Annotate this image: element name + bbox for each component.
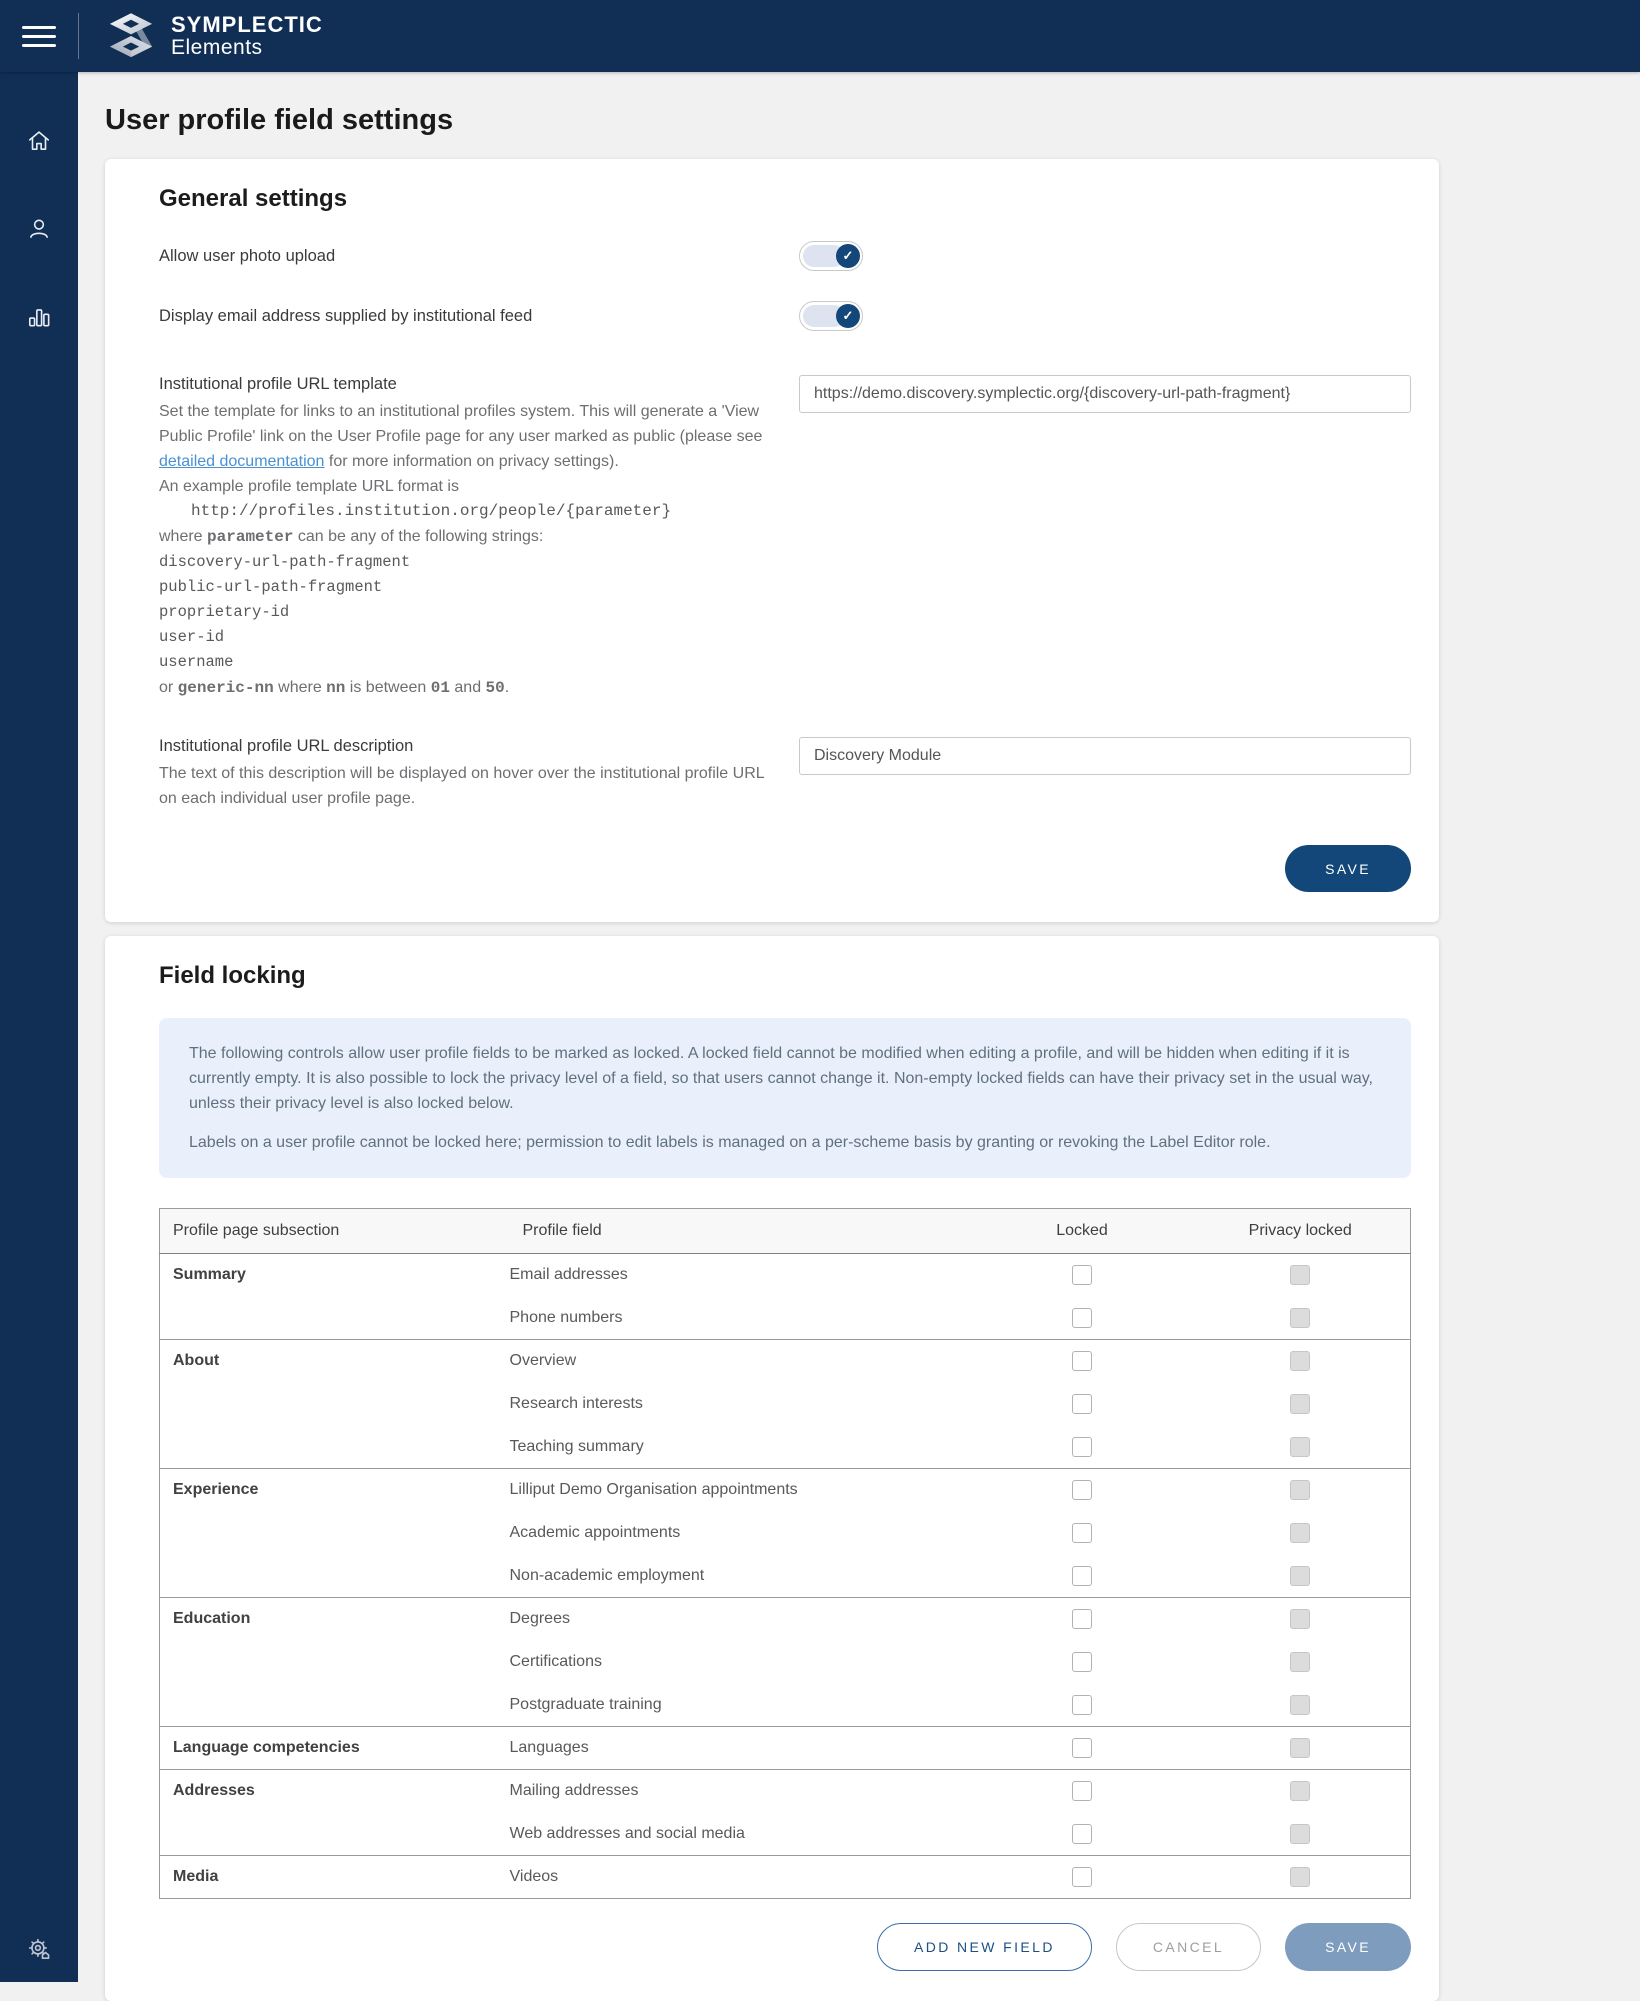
subsection-cell: Education	[160, 1598, 510, 1641]
display-email-row	[159, 301, 1411, 331]
locked-checkbox[interactable]	[1072, 1824, 1092, 1844]
header-locked: Locked	[974, 1209, 1191, 1254]
toggle-check-icon: ✓	[836, 244, 860, 268]
locked-checkbox[interactable]	[1072, 1609, 1092, 1629]
locked-cell	[974, 1770, 1191, 1813]
profile-field-cell: Web addresses and social media	[509, 1824, 745, 1842]
privacy-locked-cell	[1191, 1727, 1411, 1770]
privacy-locked-cell	[1191, 1856, 1411, 1899]
subsection-cell	[160, 1383, 510, 1426]
locked-checkbox[interactable]	[1072, 1437, 1092, 1457]
profile-field-cell: Postgraduate training	[509, 1695, 662, 1713]
locked-cell	[974, 1297, 1191, 1340]
privacy-locked-cell	[1191, 1598, 1411, 1641]
locked-checkbox[interactable]	[1072, 1523, 1092, 1543]
param-option: discovery-url-path-fragment	[159, 553, 411, 571]
locked-cell	[974, 1426, 1191, 1469]
privacy-locked-checkbox	[1290, 1609, 1310, 1629]
table-row	[160, 1469, 1411, 1512]
profile-field-cell: Teaching summary	[509, 1437, 644, 1455]
privacy-locked-checkbox	[1290, 1738, 1310, 1758]
profile-field-cell: Languages	[510, 1727, 974, 1770]
main-content	[78, 72, 1640, 1982]
cancel-button[interactable]: CANCEL	[1116, 1923, 1261, 1971]
header-privacy-locked: Privacy locked	[1191, 1209, 1411, 1254]
display-email-toggle[interactable]	[799, 301, 863, 331]
table-row	[160, 1598, 1411, 1641]
url-template-label: Institutional profile URL template	[159, 375, 397, 393]
url-description-help: The text of this description will be displayed on hover over the institutional profile URL on each individual user profile page.	[159, 765, 765, 807]
url-template-row	[159, 375, 1411, 701]
locked-cell	[974, 1684, 1191, 1727]
field-locking-table	[159, 1208, 1411, 1899]
generic-prefix: or	[159, 679, 178, 696]
locked-checkbox[interactable]	[1072, 1308, 1092, 1328]
privacy-locked-checkbox	[1290, 1523, 1310, 1543]
table-row	[160, 1297, 1411, 1340]
settings-icon[interactable]	[26, 1936, 52, 1962]
privacy-locked-cell	[1191, 1813, 1411, 1856]
example-intro: An example profile template URL format is	[159, 478, 459, 495]
toggle-check-icon: ✓	[836, 304, 860, 328]
subsection-cell: Language competencies	[160, 1727, 510, 1770]
profile-field-cell: Academic appointments	[509, 1524, 681, 1541]
brand-product: Elements	[171, 35, 263, 59]
table-row	[160, 1512, 1411, 1555]
subsection-cell	[160, 1426, 510, 1469]
privacy-locked-checkbox	[1290, 1394, 1310, 1414]
photo-upload-label: Allow user photo upload	[159, 246, 336, 265]
general-save-button[interactable]: SAVE	[1285, 845, 1411, 892]
url-template-input[interactable]	[799, 375, 1411, 413]
privacy-locked-checkbox	[1290, 1781, 1310, 1801]
privacy-locked-checkbox	[1290, 1351, 1310, 1371]
profile-field-cell: Overview	[510, 1340, 974, 1383]
locked-cell	[974, 1813, 1191, 1856]
param-option: proprietary-id	[159, 603, 290, 621]
generic-mid: where	[273, 679, 327, 696]
privacy-locked-cell	[1191, 1426, 1411, 1469]
example-url: http://profiles.institution.org/people/{parameter}	[191, 502, 672, 520]
profile-field-cell: Videos	[510, 1856, 974, 1899]
field-locking-save-button[interactable]: SAVE	[1285, 1923, 1411, 1971]
privacy-locked-checkbox	[1290, 1824, 1310, 1844]
detailed-documentation-link[interactable]: detailed documentation	[159, 453, 325, 470]
num-code: 01	[430, 679, 450, 697]
locked-checkbox[interactable]	[1072, 1652, 1092, 1672]
privacy-locked-checkbox	[1290, 1695, 1310, 1715]
locked-checkbox[interactable]	[1072, 1394, 1092, 1414]
table-row	[160, 1813, 1411, 1856]
privacy-locked-checkbox	[1290, 1867, 1310, 1887]
desc-text: Set the template for links to an institutional profiles system. This will generate a 'View Public Profile' link on the User Profile page for any user marked as public (please see	[159, 403, 763, 445]
subsection-cell: Summary	[173, 1266, 246, 1284]
locked-cell	[974, 1598, 1191, 1641]
profile-field-cell: Email addresses	[509, 1266, 628, 1284]
sidebar	[0, 72, 78, 1982]
privacy-locked-cell	[1191, 1297, 1411, 1340]
profile-field-cell: Degrees	[510, 1598, 974, 1641]
locked-checkbox[interactable]	[1072, 1738, 1092, 1758]
privacy-locked-checkbox	[1290, 1265, 1310, 1285]
brand-text	[171, 13, 323, 59]
locked-cell	[974, 1856, 1191, 1899]
locked-cell	[974, 1254, 1191, 1297]
add-new-field-button[interactable]: ADD NEW FIELD	[877, 1923, 1092, 1971]
field-locking-info-box	[159, 1018, 1411, 1178]
field-locking-card	[105, 936, 1439, 2001]
general-settings-card	[105, 159, 1439, 922]
privacy-locked-cell	[1191, 1555, 1411, 1598]
url-template-description	[159, 399, 799, 701]
subsection-cell	[160, 1555, 510, 1598]
nn-code: nn	[326, 679, 346, 697]
privacy-locked-cell	[1191, 1340, 1411, 1383]
param-option: public-url-path-fragment	[159, 578, 383, 596]
symplectic-logo-icon	[105, 11, 157, 61]
subsection-cell: Addresses	[160, 1770, 510, 1813]
where-prefix: where	[159, 528, 208, 545]
locked-checkbox[interactable]	[1072, 1867, 1092, 1887]
display-email-label: Display email address supplied by institutional feed	[159, 306, 533, 325]
header-subsection: Profile page subsection	[160, 1209, 510, 1254]
subsection-cell: Experience	[160, 1469, 510, 1512]
privacy-locked-cell	[1191, 1684, 1411, 1727]
table-row	[160, 1254, 1411, 1297]
locked-checkbox[interactable]	[1072, 1480, 1092, 1500]
where-suffix: can be any of the following strings:	[293, 528, 544, 545]
brand-name: SYMPLECTIC	[171, 11, 323, 37]
table-row	[160, 1856, 1411, 1899]
where-line	[159, 524, 769, 550]
privacy-locked-checkbox	[1290, 1480, 1310, 1500]
locked-cell	[974, 1512, 1191, 1555]
privacy-locked-cell	[1191, 1383, 1411, 1426]
table-header-row	[160, 1209, 1411, 1254]
url-description-input[interactable]	[799, 737, 1411, 775]
privacy-locked-cell	[1191, 1770, 1411, 1813]
profile-field-cell: Lilliput Demo Organisation appointments	[510, 1469, 974, 1512]
locked-checkbox[interactable]	[1072, 1781, 1092, 1801]
header-divider	[78, 13, 79, 59]
locked-checkbox[interactable]	[1072, 1566, 1092, 1586]
subsection-cell	[160, 1684, 510, 1727]
param-option: user-id	[159, 628, 225, 646]
table-row	[160, 1555, 1411, 1598]
profile-field-cell: Certifications	[509, 1653, 602, 1670]
url-description-row	[159, 737, 1411, 811]
locked-cell	[974, 1469, 1191, 1512]
info-paragraph: The following controls allow user profile fields to be marked as locked. A locked field cannot be modified when editing a profile, and will be hidden when editing if it is currently empty. It is also possible to lock the privacy level of a field, so that users cannot change it. Non-empty locked fields can have their privacy set in the usual way, unless their privacy level is also locked below.	[189, 1045, 1373, 1112]
subsection-cell: Media	[160, 1856, 510, 1899]
symplectic-logo[interactable]	[105, 11, 323, 61]
user-icon[interactable]	[26, 216, 52, 242]
subsection-cell	[160, 1512, 510, 1555]
generic-mid: is between	[345, 679, 431, 696]
privacy-locked-cell	[1191, 1641, 1411, 1684]
photo-upload-row	[159, 241, 1411, 271]
profile-field-cell: Research interests	[509, 1395, 643, 1412]
home-icon[interactable]	[26, 128, 52, 154]
profile-field-cell: Phone numbers	[509, 1308, 623, 1326]
locked-checkbox[interactable]	[1072, 1265, 1092, 1285]
parameter-code: parameter	[207, 528, 294, 546]
table-actions	[159, 1923, 1411, 1971]
locked-checkbox[interactable]	[1072, 1695, 1092, 1715]
field-locking-heading: Field locking	[159, 962, 306, 989]
reports-icon[interactable]	[26, 304, 52, 330]
general-settings-heading: General settings	[159, 185, 348, 212]
privacy-locked-cell	[1191, 1254, 1411, 1297]
table-row	[160, 1340, 1411, 1383]
desc-text: for more information on privacy settings).	[324, 453, 619, 470]
generic-mid: and	[449, 679, 486, 696]
table-row	[160, 1727, 1411, 1770]
profile-field-cell: Non-academic employment	[509, 1566, 705, 1584]
locked-cell	[974, 1555, 1191, 1598]
generic-code: generic-nn	[177, 679, 274, 697]
table-row	[160, 1770, 1411, 1813]
privacy-locked-cell	[1191, 1512, 1411, 1555]
table-row	[160, 1383, 1411, 1426]
num-code: 50	[485, 679, 505, 697]
privacy-locked-checkbox	[1290, 1566, 1310, 1586]
header-profile-field: Profile field	[510, 1209, 974, 1254]
locked-cell	[974, 1641, 1191, 1684]
subsection-cell: About	[160, 1340, 510, 1383]
url-description-label: Institutional profile URL description	[159, 737, 414, 755]
locked-cell	[974, 1340, 1191, 1383]
privacy-locked-checkbox	[1290, 1308, 1310, 1328]
page-title: User profile field settings	[105, 104, 454, 136]
info-paragraph: Labels on a user profile cannot be locked here; permission to edit labels is managed on a per-scheme basis by granting or revoking the Label Editor role.	[189, 1134, 1271, 1151]
generic-suffix: .	[504, 679, 510, 696]
locked-checkbox[interactable]	[1072, 1351, 1092, 1371]
subsection-cell	[160, 1641, 510, 1684]
generic-line	[159, 675, 769, 701]
table-row	[160, 1426, 1411, 1469]
subsection-cell	[160, 1813, 510, 1856]
menu-button[interactable]	[0, 26, 78, 47]
locked-cell	[974, 1727, 1191, 1770]
photo-upload-toggle[interactable]	[799, 241, 863, 271]
privacy-locked-checkbox	[1290, 1652, 1310, 1672]
subsection-cell	[160, 1297, 510, 1340]
table-row	[160, 1641, 1411, 1684]
param-option: username	[159, 653, 234, 671]
privacy-locked-cell	[1191, 1469, 1411, 1512]
locked-cell	[974, 1383, 1191, 1426]
top-bar	[0, 0, 1640, 72]
table-row	[160, 1684, 1411, 1727]
profile-field-cell: Mailing addresses	[510, 1770, 974, 1813]
privacy-locked-checkbox	[1290, 1437, 1310, 1457]
field-locking-table-body	[160, 1254, 1411, 1899]
